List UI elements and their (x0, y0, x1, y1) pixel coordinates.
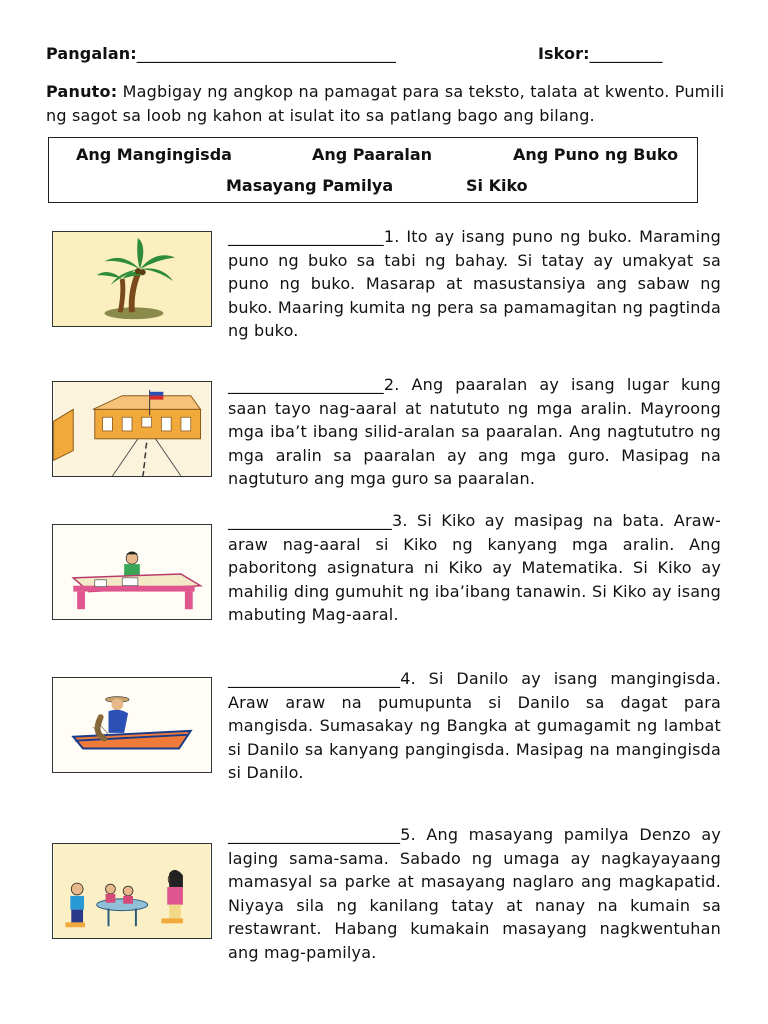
item-4-paragraph (228, 667, 721, 785)
choice-puno-ng-buko: Ang Puno ng Buko (513, 145, 679, 164)
family-dining-icon (52, 843, 212, 939)
student-desk-icon (52, 524, 212, 620)
item-4-text: Si Danilo ay isang mangingisda. Araw araw na pumupunta si Danilo sa dagat para mangisda. Sumasakay ng Bangka at gumagamit ng lambat si Danilo sa kanyang pangingisda. Masipag na mangingisda si Danilo. (228, 669, 721, 782)
name-field[interactable] (46, 44, 396, 63)
instructions-text: Magbigay ng angkop na pamagat para sa teksto, talata at kwento. Pumili ng sagot sa loob ng kahon at isulat ito sa patlang bago ang bilang. (46, 82, 725, 125)
choice-mangingisda: Ang Mangingisda (76, 145, 232, 164)
item-2-answer-blank[interactable]: ___________________ (228, 375, 384, 394)
item-1-text: Ito ay isang puno ng buko. Maraming puno ng buko sa tabi ng bahay. Si tatay ay umakyat sa puno ng buko. Masarap at masustansiya ang sabaw ng buko. Maaring kumita ng pera sa pamamagitan ng pagtinda ng buko. (228, 227, 721, 340)
item-3-number: 3. (392, 511, 408, 530)
item-2-paragraph (228, 373, 721, 491)
item-2-number: 2. (383, 375, 400, 394)
choice-masayang-pamilya: Masayang Pamilya (226, 176, 394, 195)
item-3-paragraph (228, 509, 721, 627)
item-3-text: Si Kiko ay masipag na bata. Araw-araw nag-aaral si Kiko ng kanyang mga aralin. Ang paboritong asignatura ni Kiko ay Matematika. Si Kiko ay mahilig ding gumuhit ng iba’ibang tanawin. Si Kiko ay isang mabuting Mag-aaral. (228, 511, 721, 624)
score-label: Iskor: (538, 44, 590, 63)
item-5-text: Ang masayang pamilya Denzo ay laging sama-sama. Sabado ng umaga ay nagkayayaang mamasyal sa parke at masayang naglaro ang magkapatid. Niyaya sila ng kanilang tatay at nanay na kumain sa restawrant. Habang kumakain masayang nagkwentuhan ang mag-pamilya. (228, 825, 721, 962)
item-5-answer-blank[interactable]: _____________________ (228, 825, 401, 844)
item-5-number: 5. (400, 825, 416, 844)
school-icon (52, 381, 212, 477)
item-5-paragraph (228, 823, 721, 964)
choice-paaralan: Ang Paaralan (312, 145, 433, 164)
choices-box (48, 137, 698, 203)
item-4-number: 4. (400, 669, 416, 688)
item-3-answer-blank[interactable]: ____________________ (228, 511, 392, 530)
instructions (46, 80, 736, 128)
score-line[interactable]: _________ (589, 44, 663, 63)
item-1-paragraph (228, 225, 721, 343)
item-2-text: Ang paaralan ay isang lugar kung saan tayo nag-aaral at natututo ng mga aralin. Mayroong mga iba’t ibang silid-aralan sa paaralan. Ang nagtututro ng mga aralin sa paaralan ay ang mga guro. Masipag na nagtuturo ang mga guro sa paaralan. (228, 375, 721, 488)
name-label: Pangalan: (46, 44, 137, 63)
item-4-answer-blank[interactable]: _____________________ (228, 669, 401, 688)
fisherman-boat-icon (52, 677, 212, 773)
item-1-answer-blank[interactable]: ___________________ (228, 227, 384, 246)
score-field[interactable] (538, 44, 662, 63)
coconut-tree-icon (52, 231, 212, 327)
instructions-label: Panuto: (46, 82, 118, 101)
name-line[interactable]: ________________________________ (136, 44, 396, 63)
item-1-number: 1. (383, 227, 400, 246)
choice-si-kiko: Si Kiko (466, 176, 528, 195)
